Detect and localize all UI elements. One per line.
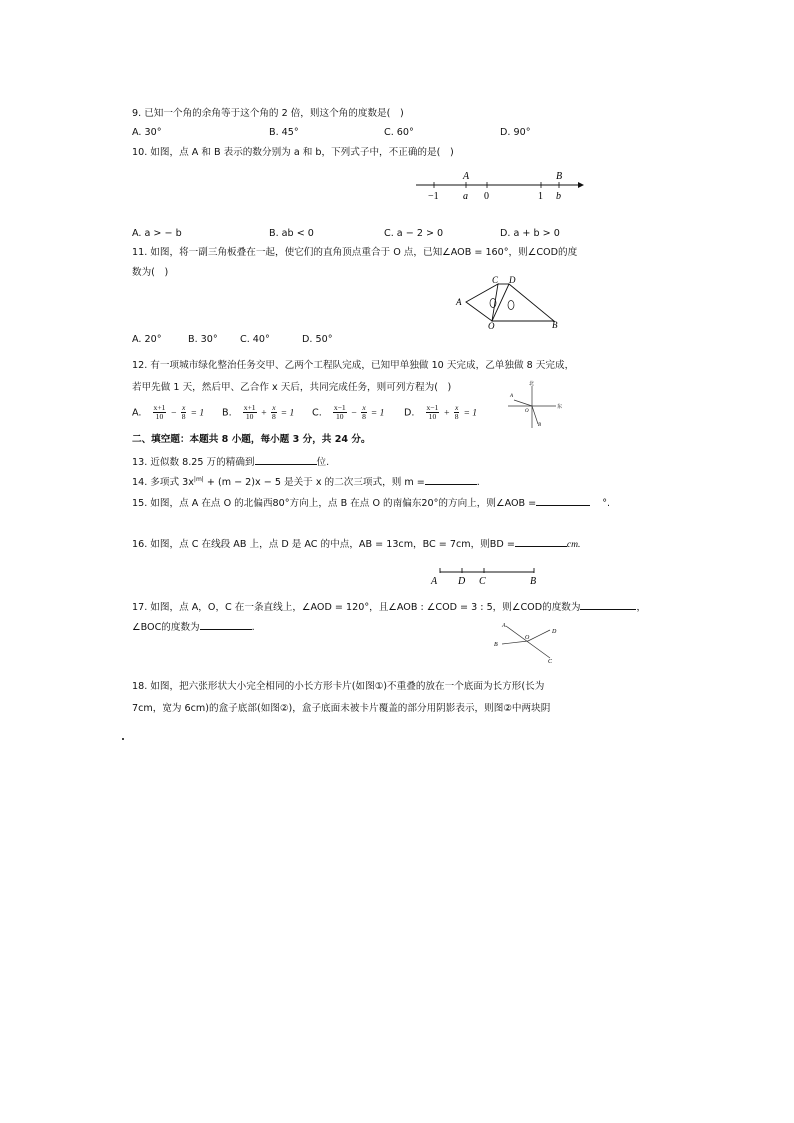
q12-option-c: C. $\frac{x-1}{10}$ − $\frac{x}{8}$ = 1: [312, 403, 385, 421]
label-a: A: [502, 623, 506, 629]
q16-line: 16. 如图，点 C 在线段 AB 上，点 D 是 AC 的中点，AB = 13cm，BC = 7cm，则BD = cm.: [132, 536, 580, 551]
section-heading-fill-in: 二、填空题：本题共 8 小题，每小题 3 分，共 24 分。: [132, 434, 371, 445]
ray-od: [528, 630, 550, 641]
q11-triangles-figure: [454, 272, 566, 330]
label-d: D: [552, 629, 557, 635]
q9-option-c: C. 60°: [384, 127, 414, 138]
q17-angle-figure: [492, 618, 562, 664]
q9-option-d: D. 90°: [500, 127, 531, 138]
q12-stem-line2: 若甲先做 1 天，然后甲、乙合作 x 天后，共同完成任务，则可列方程为( ): [132, 382, 452, 393]
q13-line: 13. 近似数 8.25 万的精确到 位.: [132, 454, 329, 469]
line-aoc: [506, 626, 550, 658]
q17-line2: ∠BOC的度数为 .: [132, 619, 255, 634]
q12-option-b: B. $\frac{x+1}{10}$ + $\frac{x}{8}$ = 1: [222, 403, 295, 421]
q9-option-b: B. 45°: [269, 127, 299, 138]
stray-dot: [122, 738, 124, 740]
q15-line: 15. 如图，点 A 在点 O 的北偏西80°方向上，点 B 在点 O 的南偏东20°的方向上，则∠AOB = °.: [132, 495, 610, 510]
label-a: A: [431, 576, 438, 587]
q12-option-d: D. $\frac{x-1}{10}$ + $\frac{x}{8}$ = 1: [404, 403, 478, 421]
q10-option-b: B. ab < 0: [269, 228, 314, 239]
label-c: C: [479, 576, 486, 587]
triangle-left: [466, 284, 498, 321]
q13-answer-blank[interactable]: [255, 454, 317, 465]
tick-zero-label: 0: [484, 191, 489, 202]
q16-answer-blank[interactable]: [515, 536, 567, 547]
q12-option-a: A. $\frac{x+1}{10}$ − $\frac{x}{8}$ = 1: [132, 403, 205, 421]
q10-option-c: C. a − 2 > 0: [384, 228, 444, 239]
q11-option-a: A. 20°: [132, 334, 162, 345]
label-b: B: [494, 642, 498, 648]
q17-answer-blank-2[interactable]: [200, 619, 252, 630]
q17-line1: 17. 如图，点 A，O，C 在一条直线上，∠AOD = 120°，且∠AOB : ∠COD = 3 : 5，则∠COD的度数为 ，: [132, 599, 646, 614]
tick-one-label: 1: [538, 191, 543, 202]
east-label: 东: [557, 405, 563, 410]
q11-option-d: D. 50°: [302, 334, 333, 345]
q15-answer-blank[interactable]: [536, 495, 590, 506]
q14-answer-blank[interactable]: [425, 474, 477, 485]
label-a: A: [456, 297, 462, 307]
q11-stem-line1: 11. 如图，将一副三角板叠在一起，使它们的直角顶点重合于 O 点，已知∠AOB = 160°，则∠COD的度: [132, 247, 578, 258]
label-b: B: [530, 576, 537, 587]
triangle-right: [492, 284, 554, 321]
q18-line1: 18. 如图，把六张形状大小完全相同的小长方形卡片(如图①)不重叠的放在一个底面为长方形(长为: [132, 681, 545, 692]
ray-oa: [514, 400, 532, 406]
label-d: D: [458, 576, 466, 587]
tick-b-label: b: [556, 191, 561, 202]
q11-option-b: B. 30°: [188, 334, 218, 345]
q16-segment-figure: [428, 564, 544, 588]
label-o: O: [525, 635, 530, 641]
q17-answer-blank-1[interactable]: [580, 599, 636, 610]
label-b: B: [538, 423, 542, 428]
tick-minus1-label: −1: [428, 191, 439, 202]
ray-ob: [532, 406, 538, 424]
q12-stem-line1: 12. 有一项城市绿化整治任务交甲、乙两个工程队完成，已知甲单独做 10 天完成，乙单独做 8 天完成，: [132, 360, 575, 371]
q9-stem: 9. 已知一个角的余角等于这个角的 2 倍，则这个角的度数是( ): [132, 108, 404, 119]
label-d: D: [509, 275, 516, 285]
point-a-label: A: [463, 171, 470, 182]
q9-option-a: A. 30°: [132, 127, 162, 138]
north-label: 北: [529, 382, 535, 387]
point-b-label: B: [556, 171, 563, 182]
q10-stem: 10. 如图，点 A 和 B 表示的数分别为 a 和 b，下列式子中，不正确的是( ): [132, 147, 454, 158]
q18-line2: 7cm，宽为 6cm)的盒子底部(如图②)，盒子底面未被卡片覆盖的部分用阴影表示，则图②中两块阴: [132, 703, 551, 714]
angle-mark-right: [508, 301, 514, 310]
q10-option-a: A. a > − b: [132, 228, 182, 239]
label-c: C: [548, 659, 553, 664]
q14-line: 14. 多项式 $3x^{|m|} + (m - 2)x - 5$ 是关于 x 的二次三项式，则 m = .: [132, 476, 480, 489]
tick-a-label: a: [463, 191, 468, 202]
q10-number-line-figure: [412, 168, 584, 202]
label-a: A: [510, 394, 514, 399]
number-line-arrow: [578, 182, 584, 188]
label-o: O: [488, 321, 495, 330]
q10-option-d: D. a + b > 0: [500, 228, 560, 239]
label-c: C: [492, 275, 499, 285]
ray-ob: [502, 641, 528, 644]
label-o: O: [525, 409, 529, 414]
label-b: B: [552, 320, 558, 330]
q11-stem-line2: 数为( ): [132, 267, 169, 278]
compass-figure: [500, 378, 570, 430]
q11-option-c: C. 40°: [240, 334, 270, 345]
